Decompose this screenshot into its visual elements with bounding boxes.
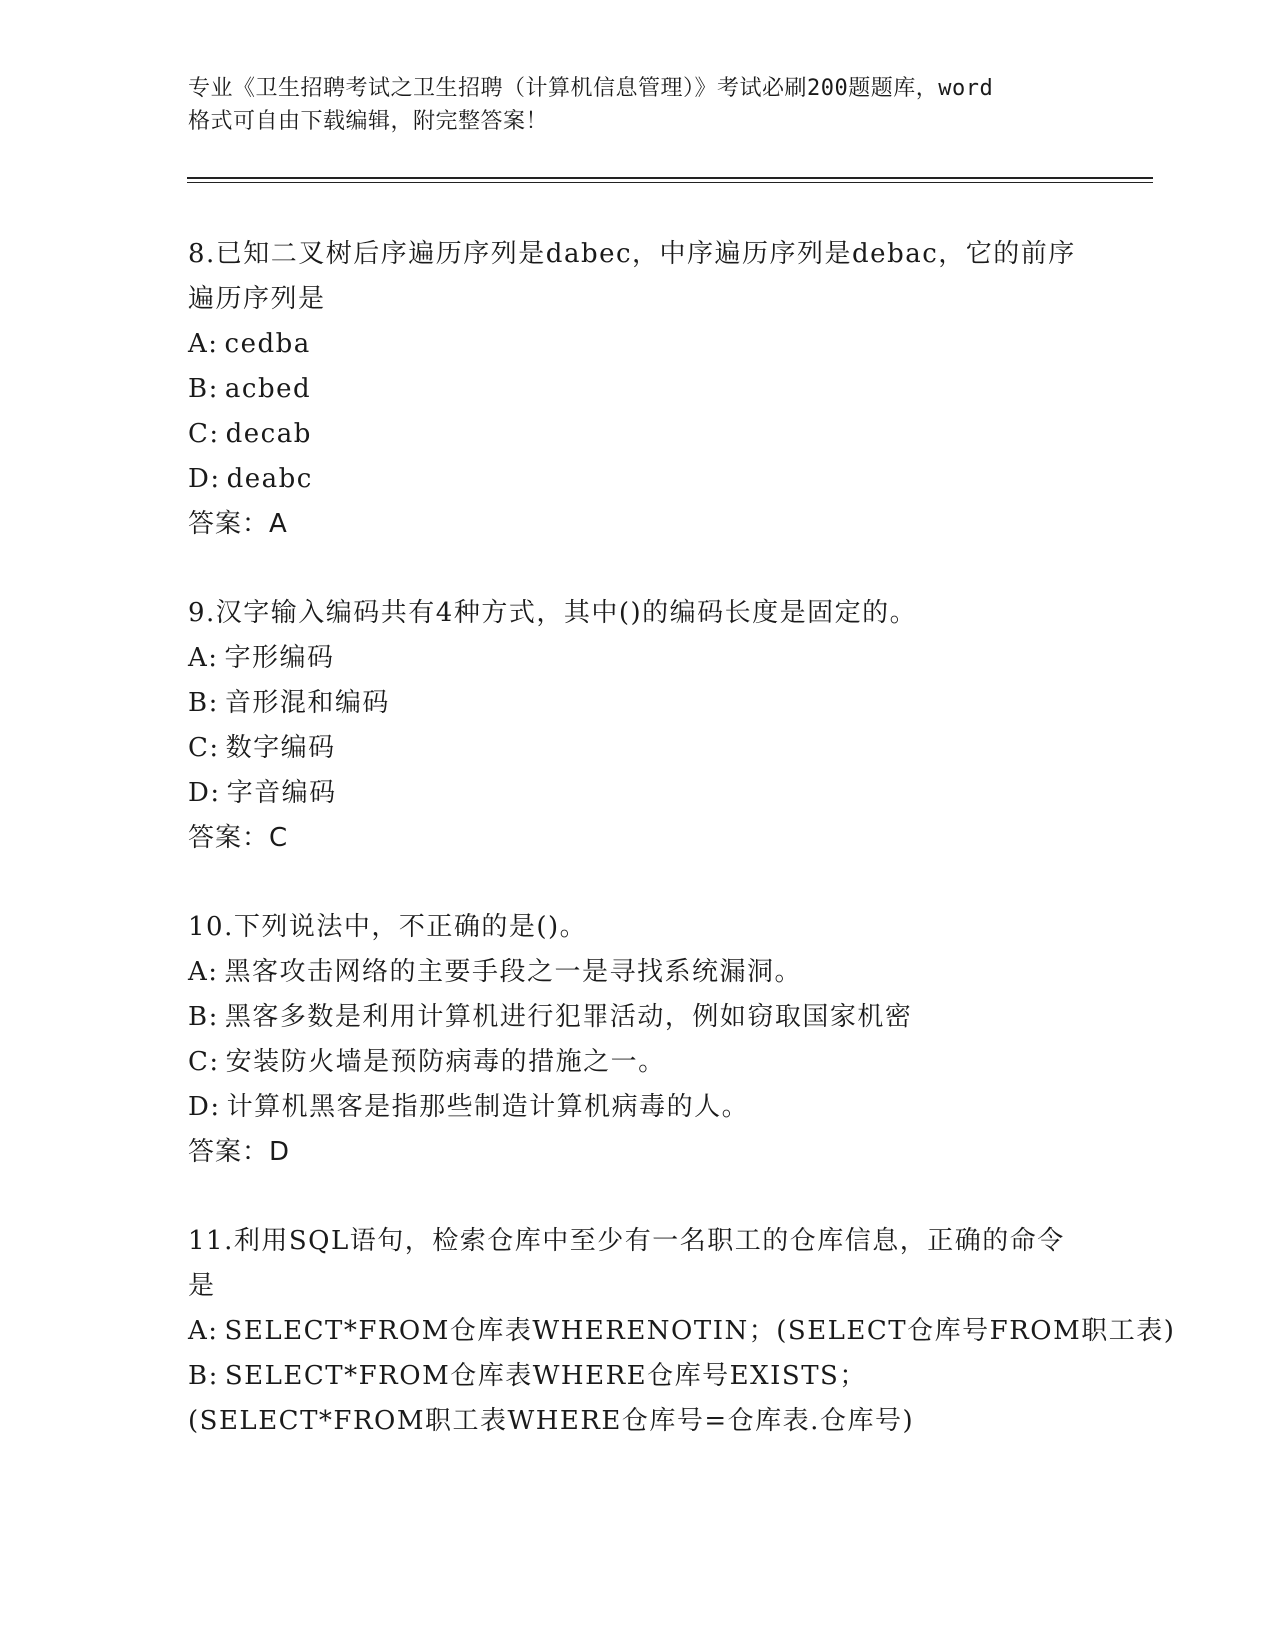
option-b [188, 367, 1088, 412]
question-stem: 11.利用SQL语句，检索仓库中至少有一名职工的仓库信息，正确的命令是 [188, 1226, 1065, 1301]
question-item [188, 1219, 1176, 1444]
option-d [188, 771, 1088, 816]
option-label: A: [188, 1316, 219, 1346]
answer-line: 答案：D [188, 1137, 291, 1167]
answer-line: 答案：C [188, 823, 289, 853]
option-a [188, 322, 1088, 367]
option-label: C: [188, 1047, 220, 1077]
question-stem: 9.汉字输入编码共有4种方式，其中()的编码长度是固定的。 [188, 598, 918, 628]
option-a [188, 636, 1088, 681]
option-label: C: [188, 733, 220, 763]
option-d [188, 457, 1088, 502]
option-text: 字形编码 [224, 643, 335, 673]
option-label: A: [188, 329, 219, 359]
question-item [188, 905, 1088, 1175]
question-stem: 10.下列说法中，不正确的是()。 [188, 912, 588, 942]
option-label: B: [188, 374, 219, 404]
option-text: SELECT*FROM仓库表WHERE仓库号EXISTS；(SELECT*FROM职工表WHERE仓库号=仓库表.仓库号) [188, 1361, 915, 1436]
option-text: 黑客多数是利用计算机进行犯罪活动，例如窃取国家机密 [224, 1002, 913, 1032]
option-text: 音形混和编码 [224, 688, 390, 718]
option-label: B: [188, 688, 219, 718]
option-text: 安装防火墙是预防病毒的措施之一。 [225, 1047, 666, 1077]
option-text: 黑客攻击网络的主要手段之一是寻找系统漏洞。 [224, 957, 803, 987]
option-label: D: [188, 1092, 221, 1122]
option-text: decab [225, 419, 312, 449]
option-label: B: [188, 1002, 219, 1032]
question-stem: 8.已知二叉树后序遍历序列是dabec，中序遍历序列是debac，它的前序遍历序列是 [188, 239, 1076, 314]
option-c [188, 412, 1088, 457]
header-divider-bottom [187, 182, 1153, 183]
option-text: 字音编码 [226, 778, 337, 808]
option-text: 数字编码 [225, 733, 336, 763]
header-line-2: 格式可自由下载编辑，附完整答案！ [188, 109, 549, 134]
option-a [188, 1309, 1176, 1354]
option-b [188, 681, 1088, 726]
option-label: C: [188, 419, 220, 449]
document-header [188, 72, 1088, 138]
option-d [188, 1085, 1088, 1130]
option-b [188, 995, 1088, 1040]
option-c [188, 726, 1088, 771]
option-a [188, 950, 1088, 995]
option-text: deabc [226, 464, 313, 494]
option-text: acbed [224, 374, 312, 404]
option-text: SELECT*FROM仓库表WHERENOTIN；(SELECT仓库号FROM职工表) [224, 1316, 1176, 1346]
option-label: A: [188, 643, 219, 673]
option-label: B: [188, 1361, 219, 1391]
answer-line: 答案：A [188, 509, 288, 539]
option-b [188, 1354, 1088, 1444]
question-item [188, 232, 1088, 547]
option-c [188, 1040, 1088, 1085]
option-label: A: [188, 957, 219, 987]
option-text: cedba [224, 329, 311, 359]
option-label: D: [188, 464, 221, 494]
option-text: 计算机黑客是指那些制造计算机病毒的人。 [226, 1092, 750, 1122]
header-divider-top [187, 177, 1153, 179]
header-line-1: 专业《卫生招聘考试之卫生招聘（计算机信息管理）》考试必刷200题题库，word [188, 76, 994, 101]
question-item [188, 591, 1088, 861]
question-list [188, 232, 1176, 1488]
option-label: D: [188, 778, 221, 808]
